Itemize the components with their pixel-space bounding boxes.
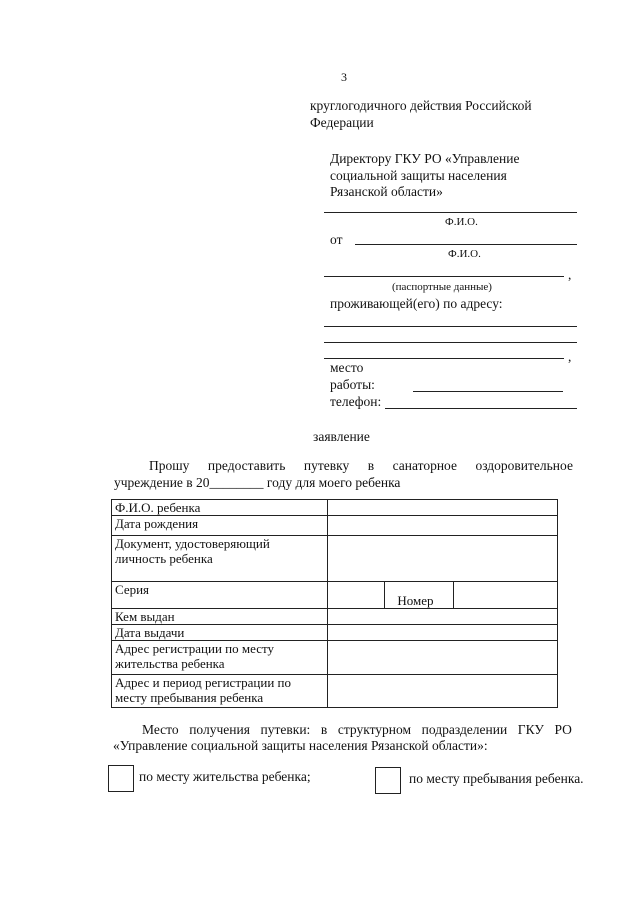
fio-caption-2: Ф.И.О. [448,248,481,260]
comma-2: , [568,349,572,364]
passport-caption: (паспортные данные) [392,281,492,293]
address-line-1[interactable] [324,326,577,327]
table-row [112,675,558,708]
id-document-value[interactable] [327,536,557,582]
workplace-label-2: работы: [330,377,375,392]
workplace-line[interactable] [413,391,563,392]
birth-date-value[interactable] [327,516,557,536]
table-row [112,609,558,625]
number-value[interactable] [454,582,558,609]
receipt-line-1: Место получения путевки: в структурном подразделении ГКУ РО [142,722,572,737]
comma-1: , [568,267,572,282]
request-line-1: Прошу предоставить путевку в санаторное оздоровительное [149,458,573,473]
heading-line-1: круглогодичного действия Российской [310,98,532,113]
number-label: Номер [385,582,454,609]
stay-option-label: по месту пребывания ребенка. [409,771,584,786]
heading-line-2: Федерации [310,115,374,130]
issued-by-value[interactable] [327,609,557,625]
residence-option-label: по месту жительства ребенка; [139,769,311,784]
series-value[interactable] [327,582,385,609]
residence-checkbox[interactable] [108,765,134,792]
residing-label: проживающей(его) по адресу: [330,296,503,311]
from-label: от [330,232,343,247]
stay-address-value[interactable] [327,675,557,708]
series-label: Серия [112,582,328,609]
address-line-2[interactable] [324,342,577,343]
receipt-line-2: «Управление социальной защиты населения Рязанской области»: [113,738,488,753]
table-row [112,641,558,675]
reg-address-value[interactable] [327,641,557,675]
addressee-line-3: Рязанской области» [330,184,443,199]
table-row [112,625,558,641]
child-name-label: Ф.И.О. ребенка [112,500,328,516]
document-title: заявление [313,429,370,444]
id-document-label: Документ, удостоверяющий личность ребенка [112,536,328,582]
reg-address-label: Адрес регистрации по месту жительства ребенка [112,641,328,675]
phone-label: телефон: [330,394,382,409]
table-row [112,500,558,516]
fio-line-1[interactable] [324,212,577,213]
child-info-table [111,499,558,708]
stay-address-label: Адрес и период регистрации по месту пребывания ребенка [112,675,328,708]
fio-line-2[interactable] [355,244,577,245]
table-row [112,516,558,536]
stay-checkbox[interactable] [375,767,401,794]
birth-date-label: Дата рождения [112,516,328,536]
issue-date-value[interactable] [327,625,557,641]
page-number: 3 [341,70,347,84]
table-row [112,536,558,582]
passport-line[interactable] [324,276,564,277]
phone-line[interactable] [385,408,577,409]
workplace-label-1: место [330,360,364,375]
issued-by-label: Кем выдан [112,609,328,625]
address-line-3[interactable] [324,358,564,359]
issue-date-label: Дата выдачи [112,625,328,641]
addressee-line-2: социальной защиты населения [330,168,507,183]
addressee-line-1: Директору ГКУ РО «Управление [330,151,520,166]
child-name-value[interactable] [327,500,557,516]
fio-caption-1: Ф.И.О. [445,216,478,228]
table-row [112,582,558,609]
request-line-2: учреждение в 20________ году для моего ребенка [114,475,401,490]
